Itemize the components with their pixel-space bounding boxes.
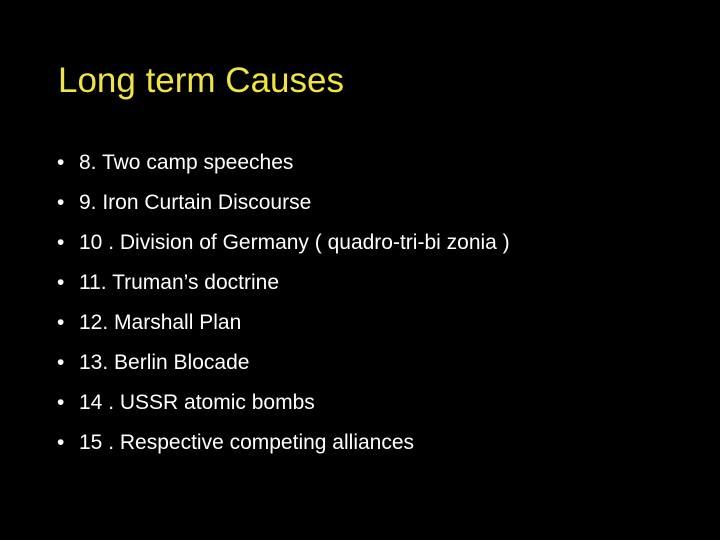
list-item: [57, 223, 510, 263]
bullet-icon: •: [57, 191, 65, 214]
bullet-icon: •: [57, 231, 65, 254]
list-item-text: 9. Iron Curtain Discourse: [79, 191, 312, 214]
bullet-icon: •: [57, 311, 65, 334]
list-item: [57, 423, 510, 463]
list-item-text: 8. Two camp speeches: [79, 151, 294, 174]
list-item: [57, 143, 510, 183]
bullet-icon: •: [57, 271, 65, 294]
list-item: [57, 383, 510, 423]
bullet-icon: •: [57, 151, 65, 174]
bullet-icon: •: [57, 391, 65, 414]
list-item-text: 12. Marshall Plan: [79, 311, 242, 334]
list-item: [57, 263, 510, 303]
list-item: [57, 183, 510, 223]
list-item-text: 11. Truman’s doctrine: [79, 271, 279, 294]
slide-title: Long term Causes: [58, 61, 344, 100]
bullet-icon: •: [57, 431, 65, 454]
list-item: [57, 303, 510, 343]
bullet-icon: •: [57, 351, 65, 374]
list-item-text: 10 . Division of Germany ( quadro-tri-bi zonia ): [79, 231, 510, 254]
list-item-text: 13. Berlin Blocade: [79, 351, 250, 374]
bullet-list: [57, 143, 510, 463]
list-item-text: 15 . Respective competing alliances: [79, 431, 415, 454]
list-item-text: 14 . USSR atomic bombs: [79, 391, 315, 414]
list-item: [57, 343, 510, 383]
